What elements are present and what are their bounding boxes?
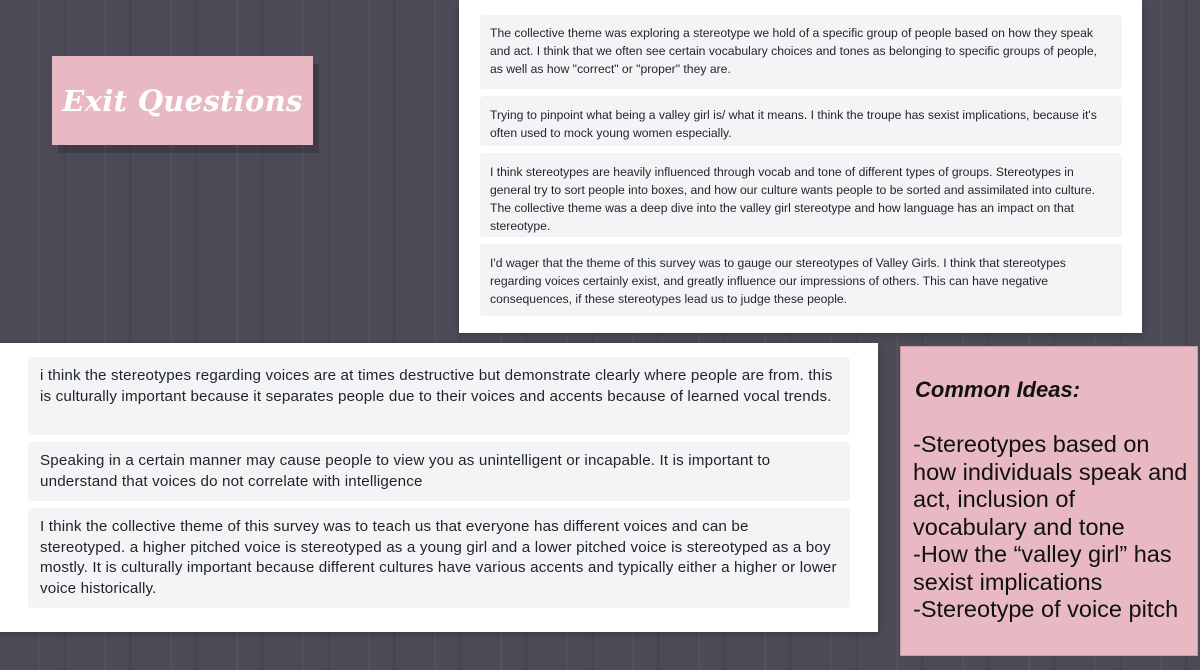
common-ideas-heading: Common Ideas:	[915, 377, 1081, 402]
common-ideas-box	[900, 346, 1198, 656]
response-card: The collective theme was exploring a stereotype we hold of a specific group of people based on how they speak and act. I think that we often see certain vocabulary choices and tones as belonging to specific groups of people, as well as how "correct" or "proper" they are.	[480, 15, 1122, 89]
response-card: Trying to pinpoint what being a valley girl is/ what it means. I think the troupe has sexist implications, because it's often used to mock young women especially.	[480, 96, 1122, 146]
response-card: i think the stereotypes regarding voices are at times destructive but demonstrate clearly where people are from. this is culturally important because it separates people due to their voices and accents because of learned vocal trends.	[28, 357, 850, 435]
title-box	[52, 56, 313, 145]
slide-title: Exit Questions	[62, 83, 303, 118]
common-idea-item: -Stereotypes based on how individuals speak and act, inclusion of vocabulary and tone	[913, 431, 1188, 540]
survey-responses-top-panel	[459, 0, 1142, 333]
response-card: I think stereotypes are heavily influenced through vocab and tone of different types of groups. Stereotypes in general try to sort people into boxes, and how our culture wants people to be sorted and assimilated into culture. The collective theme was a deep dive into the valley girl stereotype and how language has an impact on that stereotype.	[480, 153, 1122, 237]
response-card: Speaking in a certain manner may cause people to view you as unintelligent or incapable. It is important to understand that voices do not correlate with intelligence	[28, 442, 850, 501]
survey-responses-bottom-panel	[0, 343, 878, 632]
common-idea-item: -Stereotype of voice pitch	[913, 596, 1179, 622]
common-idea-item: -How the “valley girl” has sexist implications	[913, 541, 1172, 595]
response-card: I think the collective theme of this survey was to teach us that everyone has different voices and can be stereotyped. a higher pitched voice is stereotyped as a young girl and a lower pitched voice is stereotyped as a boy mostly. It is culturally important because different cultures have various accents and typically either a higher or lower voice historically.	[28, 508, 850, 608]
response-card: I'd wager that the theme of this survey was to gauge our stereotypes of Valley Girls. I think that stereotypes regarding voices certainly exist, and greatly influence our impressions of others. This can have negative consequences, if these stereotypes lead us to judge these people.	[480, 244, 1122, 316]
